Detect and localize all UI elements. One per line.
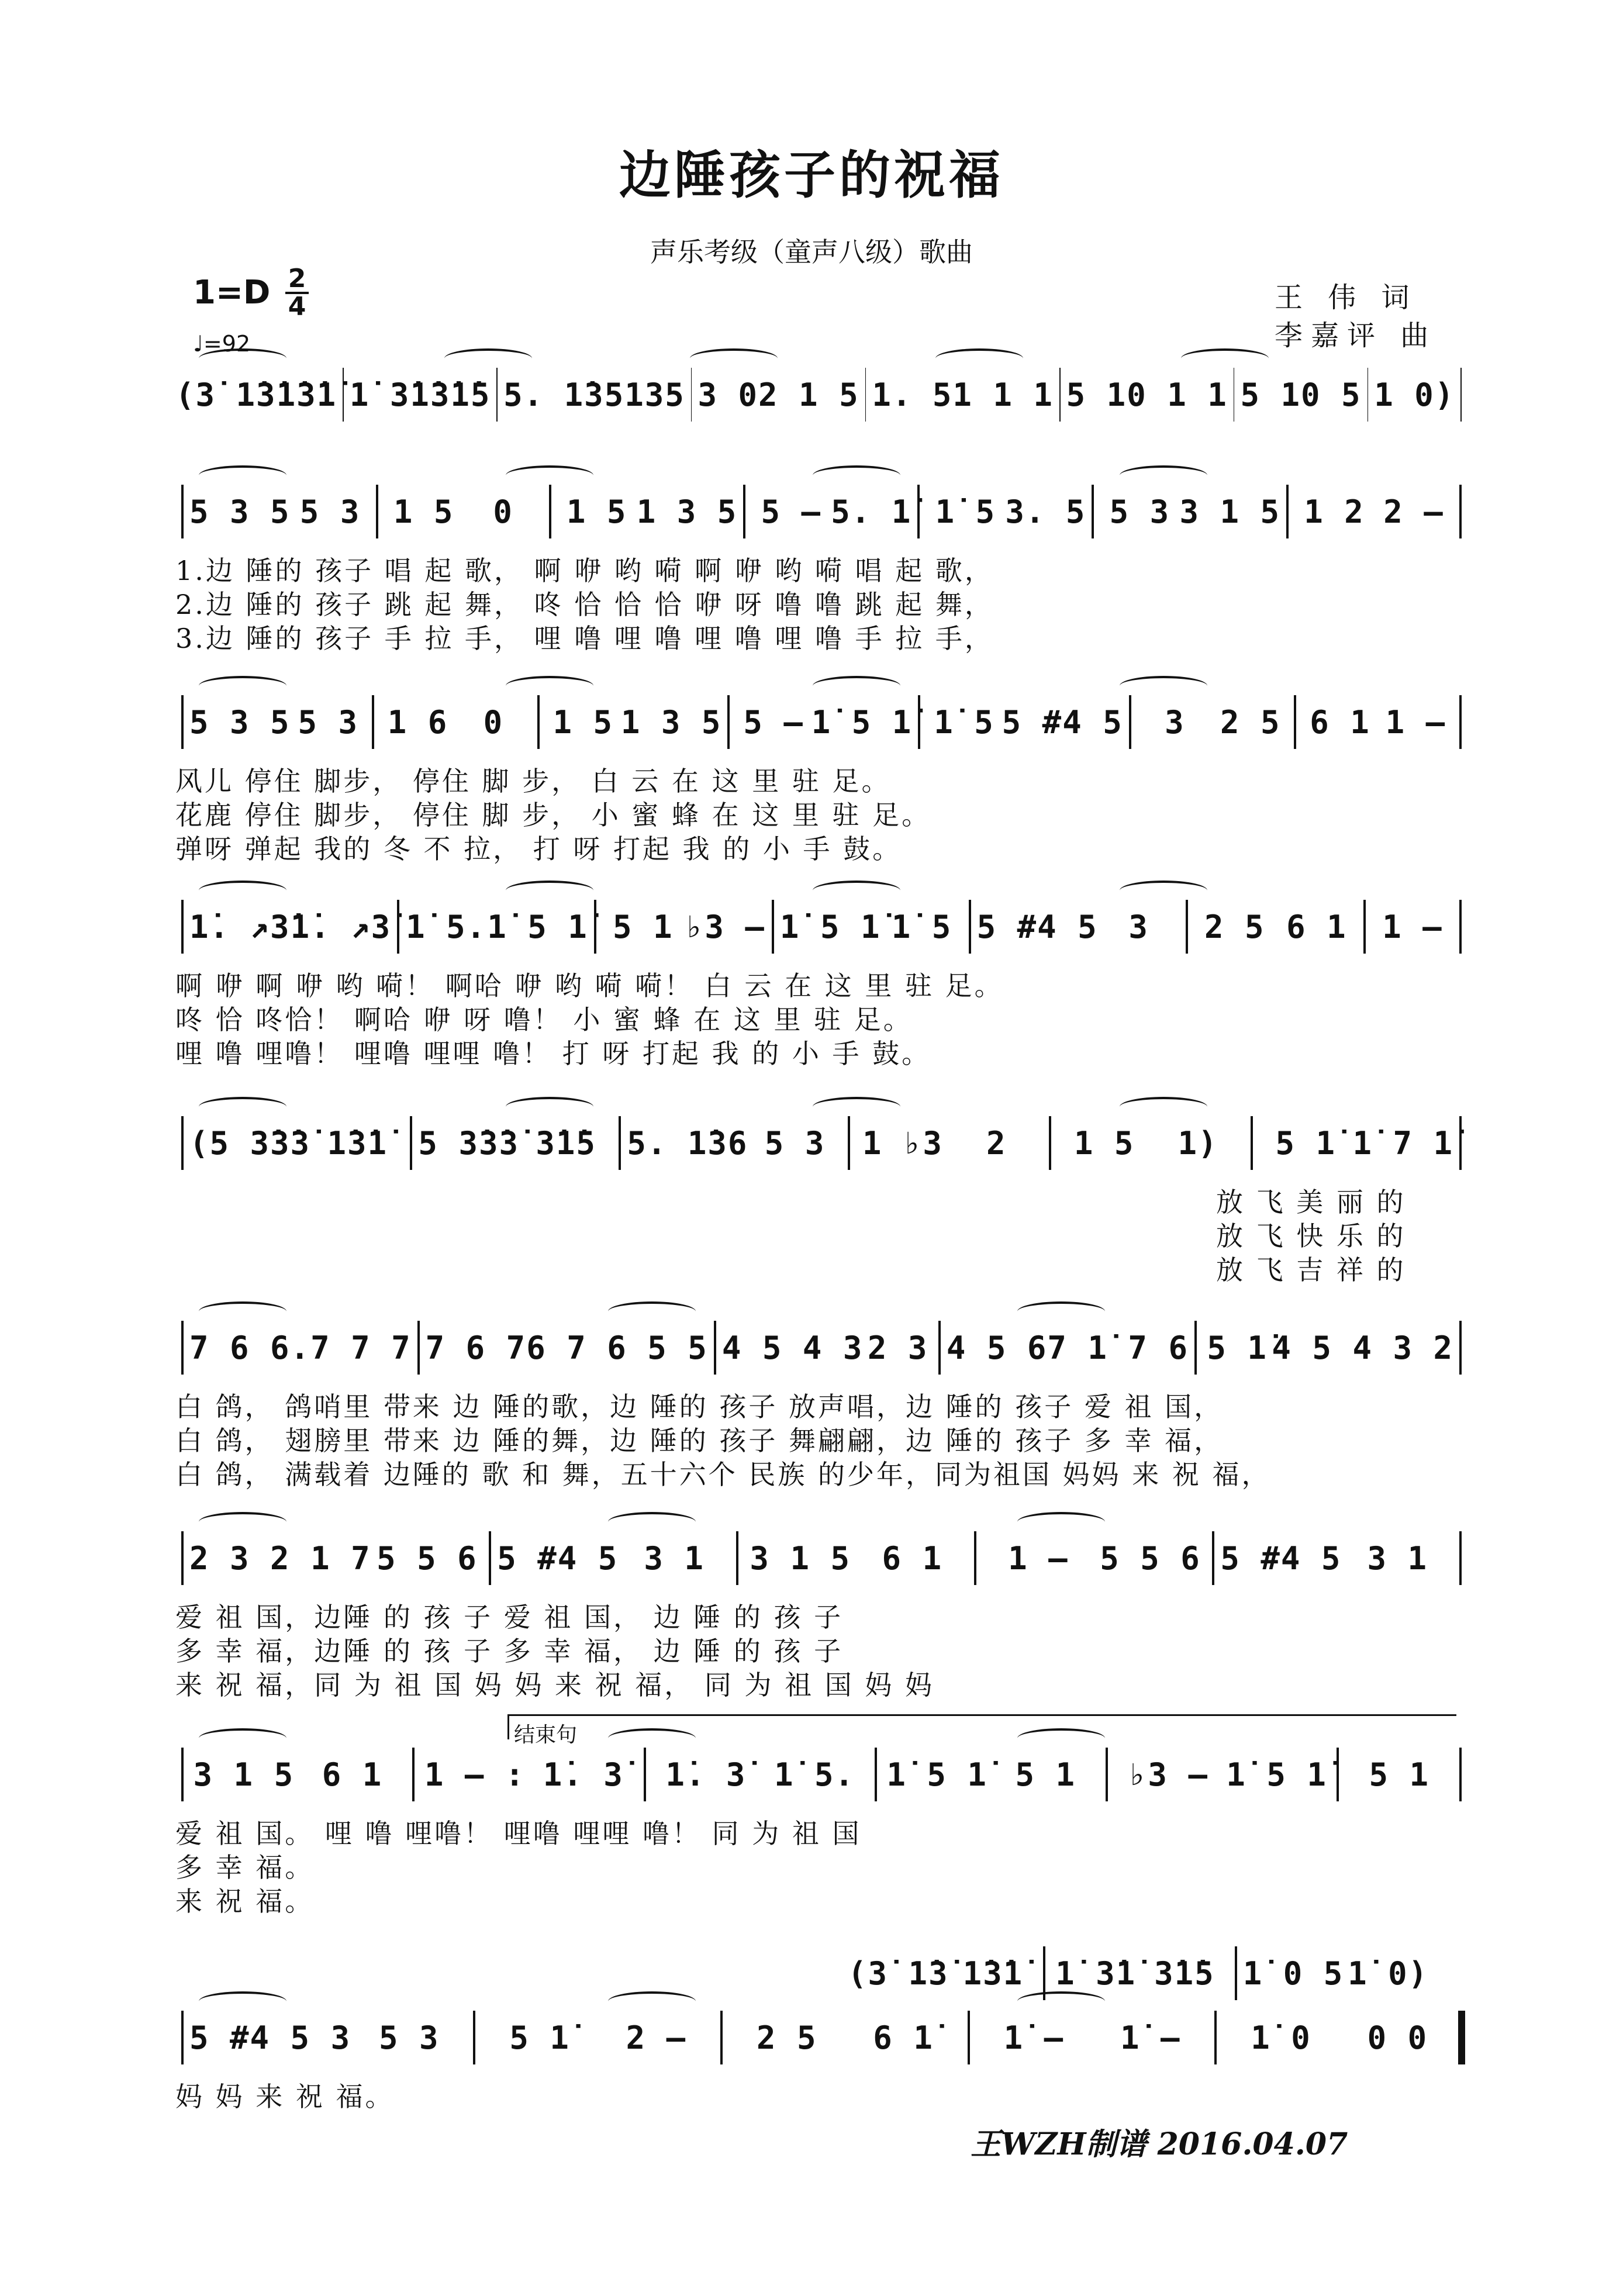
- barline: [1294, 695, 1296, 749]
- measure: 0 1 1: [1127, 376, 1228, 413]
- barline: [489, 1531, 491, 1585]
- measure: 0 0: [1367, 2019, 1428, 2056]
- measure: (3̇ 1̇3̇: [848, 1955, 949, 1992]
- time-numerator: 2: [288, 264, 306, 294]
- barline: [1337, 1748, 1339, 1801]
- lyric-line: 白 鸽， 翅膀里 带来 边 陲的舞，边 陲的 孩子 舞翩翩，边 陲的 孩子 多 幸 福，: [175, 1425, 1224, 1456]
- page-title: 边陲孩子的祝福: [619, 144, 1004, 205]
- slur: [199, 465, 286, 485]
- barline: [1286, 485, 1289, 538]
- measure: 1̇ 3̇1̇: [1055, 1955, 1137, 1992]
- measure: 1̇ 5: [934, 703, 994, 741]
- time-signature: [285, 266, 309, 320]
- measure: 1̇ 5 1̇: [487, 908, 588, 945]
- measure: 2 –: [1383, 493, 1444, 530]
- barline: [968, 2011, 970, 2064]
- slur: [199, 1097, 286, 1117]
- barline: [644, 1748, 646, 1801]
- measure: 6 1̇: [873, 2019, 934, 2056]
- slur: [935, 348, 1023, 368]
- measure: 1̇ 0 5: [1242, 1955, 1344, 1992]
- slur: [1181, 348, 1269, 368]
- notation-line: [175, 1532, 1467, 1584]
- barline: [412, 1748, 415, 1801]
- slur: [199, 348, 286, 368]
- slur: [506, 881, 593, 900]
- barline: [1186, 900, 1188, 954]
- barline: [743, 485, 745, 538]
- measure: 5 –: [761, 493, 822, 530]
- barline: [772, 900, 774, 954]
- barline: [1251, 1116, 1253, 1170]
- barline: [417, 1321, 420, 1375]
- lyric-line: 爱 祖 国。 哩 噜 哩噜！ 哩噜 哩哩 噜！ 同 为 祖 国: [175, 1818, 862, 1849]
- barline: [974, 1531, 976, 1585]
- lyric-line: 哩 噜 哩噜！ 哩噜 哩哩 噜！ 打 呀 打起 我 的 小 手 鼓。: [175, 1038, 931, 1069]
- measure: 1 5: [566, 493, 627, 530]
- measure: 1): [1177, 1124, 1218, 1162]
- lyric-line: 来 祝 福。: [175, 1886, 315, 1917]
- measure: 3 1: [1367, 1539, 1428, 1577]
- barline: [473, 2011, 475, 2064]
- measure: 5. 1̇36: [627, 1124, 748, 1162]
- measure: 6 1: [322, 1756, 383, 1793]
- barline: [1460, 368, 1462, 422]
- slur: [1120, 465, 1207, 485]
- measure: 6 1: [882, 1539, 943, 1577]
- measure: 5 5 6: [1100, 1539, 1201, 1577]
- lyric-line: 3.边 陲的 孩子 手 拉 手， 哩 噜 哩 噜 哩 噜 哩 噜 手 拉 手，: [175, 623, 994, 654]
- measure: 5 3 5: [189, 493, 291, 530]
- barline: [1459, 1531, 1462, 1585]
- slur: [199, 1512, 286, 1532]
- measure: 3 1 5: [1179, 493, 1280, 530]
- measure: 3̇1̇5: [430, 376, 491, 413]
- slur: [813, 1097, 900, 1117]
- footer-credit: 王WZH制谱 2016.04.07: [971, 2126, 1348, 2162]
- measure: 1̇ 5.: [774, 1756, 855, 1793]
- measure: 3: [1165, 703, 1185, 741]
- lyric-line: 爱 祖 国，边陲 的 孩 子 爱 祖 国， 边 陲 的 孩 子: [175, 1601, 844, 1633]
- measure: 1̇ 5: [891, 908, 952, 945]
- lyricist: 王 伟 词: [1275, 281, 1418, 314]
- barline: [720, 2011, 723, 2064]
- measure: 1̇. ↗3̇: [290, 908, 392, 945]
- measure: 5 1: [1369, 1756, 1429, 1793]
- measure: 2 1 5: [758, 376, 859, 413]
- slur: [199, 1728, 286, 1748]
- lyric-line: 1.边 陲的 孩子 唱 起 歌， 啊 咿 哟 嗬 啊 咿 哟 嗬 唱 起 歌，: [175, 555, 994, 586]
- slur: [506, 676, 593, 696]
- key-signature: 1=D: [193, 274, 271, 312]
- upper-staff: [848, 1947, 1432, 2000]
- measure: 5 1: [1015, 1756, 1076, 1793]
- measure: 1. 5: [872, 376, 953, 413]
- notation-line: [175, 1321, 1467, 1374]
- measure: 2: [986, 1124, 1007, 1162]
- measure: 3. 5: [1005, 493, 1086, 530]
- barline: [1234, 368, 1235, 422]
- slur: [1017, 1991, 1105, 2011]
- measure: 6 7 6 5 5: [526, 1329, 708, 1366]
- measure: 5 #4 5 3: [189, 2019, 351, 2056]
- slur: [199, 1301, 286, 1321]
- barline: [1459, 485, 1462, 538]
- barline: [1459, 695, 1462, 749]
- measure: 1̇. 3̇: [543, 1756, 624, 1793]
- measure: 5 1: [613, 908, 674, 945]
- lyric-line: 咚 恰 咚恰！ 啊哈 咿 呀 噜！ 小 蜜 蜂 在 这 里 驻 足。: [175, 1004, 913, 1035]
- barline: [1368, 368, 1369, 422]
- measure: 3̇1̇5: [536, 1124, 596, 1162]
- notation-line: [175, 2011, 1467, 2064]
- measure: 1 –: [1008, 1539, 1069, 1577]
- barline: [736, 1531, 738, 1585]
- slur: [199, 1991, 286, 2011]
- barline: [875, 1748, 877, 1801]
- lyric-line: 妈 妈 来 祝 福。: [175, 2081, 395, 2112]
- measure: 1̇ 7 1̇: [1352, 1124, 1454, 1162]
- ending-bracket: [507, 1714, 1456, 1747]
- notation-line: [175, 485, 1467, 538]
- barline: [1129, 695, 1131, 749]
- slur: [506, 465, 593, 485]
- measure: 1 0): [1374, 376, 1455, 413]
- measure: 5 5 6: [377, 1539, 478, 1577]
- measure: 1̇ 5: [935, 493, 996, 530]
- measure: 7 7 7: [310, 1329, 412, 1366]
- barline: [918, 695, 920, 749]
- slur: [608, 1512, 696, 1532]
- measure: 1̇ 5 1̇: [779, 908, 881, 945]
- measure: 1̇ –: [1120, 2019, 1181, 2056]
- barline: [1235, 1946, 1237, 2000]
- measure: 3 1: [644, 1539, 705, 1577]
- slur: [506, 1097, 593, 1117]
- barline: [1459, 1116, 1462, 1170]
- measure: 1 –: [1385, 703, 1446, 741]
- measure: 5 1: [1240, 376, 1301, 413]
- measure: 1̇ 5 1̇: [1226, 1756, 1327, 1793]
- measure: 5. 1̇35: [503, 376, 625, 413]
- lyric-line: 白 鸽， 鸽哨里 带来 边 陲的歌，边 陲的 孩子 放声唱，边 陲的 孩子 爱 祖 国，: [175, 1391, 1224, 1423]
- slur: [608, 1301, 696, 1321]
- measure: (5 3̇3̇3̇: [189, 1124, 311, 1162]
- notation-line: [175, 900, 1467, 953]
- barline: [1363, 900, 1366, 954]
- measure: 3̇1̇5: [1154, 1955, 1215, 1992]
- barline: [181, 485, 184, 538]
- lyric-line: 风儿 停住 脚步， 停住 脚 步， 白 云 在 这 里 驻 足。: [175, 765, 891, 797]
- measure: 0: [493, 493, 513, 530]
- measure: 2 3: [867, 1329, 928, 1366]
- lyric-line: 放 飞 美 丽 的: [1216, 1186, 1406, 1218]
- measure: (3̇ 1̇3̇: [175, 376, 277, 413]
- slur: [1017, 1301, 1105, 1321]
- barline: [917, 485, 920, 538]
- measure: 1 5: [552, 703, 613, 741]
- notation-line: [175, 1748, 1467, 1801]
- barline: [1459, 900, 1462, 954]
- lyric-line: 弹呀 弹起 我的 冬 不 拉， 打 呀 打起 我 的 小 手 鼓。: [175, 833, 902, 865]
- slur: [1017, 1512, 1105, 1532]
- measure: 4 5 4 3: [721, 1329, 864, 1366]
- measure: 1̇3̇1̇: [276, 376, 337, 413]
- measure: 1 ♭3: [862, 1124, 943, 1162]
- barline: [537, 695, 540, 749]
- measure: 1̇3̇1̇: [327, 1124, 388, 1162]
- measure: 5 1̇: [1275, 1124, 1337, 1162]
- barline: [1092, 485, 1094, 538]
- measure: 7 1̇ 7 6: [1047, 1329, 1189, 1366]
- measure: 1̇ 3̇1̇: [349, 376, 430, 413]
- measure: 1̇ 0): [1348, 1955, 1429, 1992]
- measure: 5 #4 5: [497, 1539, 619, 1577]
- lyric-line: 来 祝 福，同 为 祖 国 妈 妈 来 祝 福， 同 为 祖 国 妈 妈: [175, 1669, 934, 1701]
- barline: [181, 695, 184, 749]
- lyric-line: 多 幸 福，边陲 的 孩 子 多 幸 福， 边 陲 的 孩 子: [175, 1635, 844, 1667]
- barline: [1049, 1116, 1051, 1170]
- slur: [199, 881, 286, 900]
- page-subtitle: 声乐考级（童声八级）歌曲: [650, 236, 973, 268]
- slur: [1120, 676, 1207, 696]
- barline: [181, 1748, 184, 1801]
- measure: 2 5: [1204, 908, 1265, 945]
- measure: 5 3: [299, 493, 361, 530]
- measure: 1̇ –: [1003, 2019, 1065, 2056]
- slur: [813, 465, 900, 485]
- measure: 3: [1128, 908, 1149, 945]
- barline: [181, 1116, 184, 1170]
- barline: [376, 485, 378, 538]
- measure: 5 1̇: [509, 2019, 570, 2056]
- measure: 2 5: [1220, 703, 1281, 741]
- time-denominator: 4: [285, 292, 309, 320]
- measure: 3 1 5: [193, 1756, 295, 1793]
- barline: [1214, 2011, 1217, 2064]
- barline: [619, 1116, 621, 1170]
- measure: 1̇3̇1̇: [962, 1955, 1024, 1992]
- measure: 4 5 4 3 2: [1272, 1329, 1454, 1366]
- measure: 1̇ 5 1̇: [886, 1756, 987, 1793]
- measure: 0: [483, 703, 504, 741]
- slur: [608, 1991, 696, 2011]
- measure: 4 5 6: [946, 1329, 1048, 1366]
- measure: 2 –: [626, 2019, 687, 2056]
- barline: [714, 1321, 716, 1375]
- barline: [727, 695, 730, 749]
- measure: 1̇ 5 1̇: [811, 703, 913, 741]
- barline: [397, 900, 399, 954]
- ending-label: 结束句: [514, 1723, 578, 1747]
- lyric-line: 多 幸 福。: [175, 1852, 315, 1883]
- lyric-line: 白 鸽， 满载着 边陲的 歌 和 舞，五十六个 民族 的少年，同为祖国 妈妈 来 祝 福，: [175, 1459, 1271, 1490]
- slur: [690, 348, 778, 368]
- barline: [1458, 2011, 1465, 2064]
- barline: [848, 1116, 850, 1170]
- barline: [1459, 1748, 1462, 1801]
- measure: ♭3 –: [684, 908, 765, 945]
- slur: [444, 348, 532, 368]
- barline: [938, 1321, 941, 1375]
- measure: 1̇. 3̇: [665, 1756, 747, 1793]
- measure: 6 1: [1310, 703, 1370, 741]
- measure: 5 1̇: [1207, 1329, 1268, 1366]
- measure: 5 #4 5: [976, 908, 1098, 945]
- measure: 1̇ 5.: [406, 908, 487, 945]
- measure: 2 3 2 1 7: [189, 1539, 371, 1577]
- notation-line: [175, 368, 1467, 421]
- lyric-line: 啊 咿 啊 咿 哟 嗬！ 啊哈 咿 哟 嗬 嗬！ 白 云 在 这 里 驻 足。: [175, 970, 1004, 1002]
- measure: 1̇. ↗3̇: [189, 908, 291, 945]
- measure: 1 – :: [424, 1756, 526, 1793]
- measure: 1 2: [1304, 493, 1365, 530]
- measure: 5. 1̇: [831, 493, 912, 530]
- measure: 5 #4 5: [1220, 1539, 1342, 1577]
- barline: [372, 695, 374, 749]
- barline: [1194, 1321, 1197, 1375]
- measure: 6 1: [1286, 908, 1347, 945]
- measure: 7 6 6.: [189, 1329, 311, 1366]
- barline: [1059, 368, 1061, 422]
- barline: [181, 900, 184, 954]
- barline: [1459, 1321, 1462, 1375]
- barline: [181, 2011, 184, 2064]
- barline: [410, 1116, 412, 1170]
- measure: 5 3̇3̇3̇: [418, 1124, 519, 1162]
- measure: 5 –: [743, 703, 804, 741]
- composer: 李嘉评 曲: [1275, 319, 1437, 352]
- lyric-line: 花鹿 停住 脚步， 停住 脚 步， 小 蜜 蜂 在 这 里 驻 足。: [175, 799, 931, 831]
- measure: 5 3: [378, 2019, 440, 2056]
- slur: [1120, 881, 1207, 900]
- measure: 1 6: [387, 703, 448, 741]
- measure: 7 6 7: [425, 1329, 527, 1366]
- measure: 1 –: [1382, 908, 1443, 945]
- measure: 1 3 5: [620, 703, 722, 741]
- barline: [181, 1321, 184, 1375]
- barline: [181, 1531, 184, 1585]
- barline: [1106, 1748, 1108, 1801]
- measure: 3 1 5: [750, 1539, 851, 1577]
- measure: ♭3 –: [1127, 1756, 1208, 1793]
- measure: 5 #4 5: [1002, 703, 1123, 741]
- slur: [813, 881, 900, 900]
- measure: 5 3: [1109, 493, 1170, 530]
- measure: 3 0: [697, 376, 759, 413]
- barline: [691, 368, 692, 422]
- tempo-marking: ♩=92: [193, 331, 251, 357]
- measure: 5 3: [298, 703, 358, 741]
- lyric-line: 2.边 陲的 孩子 跳 起 舞， 咚 恰 恰 恰 咿 呀 噜 噜 跳 起 舞，: [175, 589, 994, 620]
- measure: 5 3: [764, 1124, 826, 1162]
- measure: 1 5: [393, 493, 454, 530]
- measure: 5 3 5: [189, 703, 291, 741]
- measure: 5 1: [1066, 376, 1127, 413]
- measure: 135: [624, 376, 685, 413]
- barline: [594, 900, 596, 954]
- measure: 1 3 5: [636, 493, 738, 530]
- measure: 1 1 1: [952, 376, 1054, 413]
- notation-line: [175, 696, 1467, 748]
- slur: [813, 676, 900, 696]
- slur: [1120, 1097, 1207, 1117]
- lyric-line: 放 飞 快 乐 的: [1216, 1220, 1406, 1252]
- barline: [343, 368, 344, 422]
- measure: 1̇ 0: [1251, 2019, 1311, 2056]
- measure: 1 5: [1073, 1124, 1135, 1162]
- barline: [969, 900, 971, 954]
- barline: [865, 368, 866, 422]
- barline: [549, 485, 551, 538]
- notation-line: [175, 1117, 1467, 1169]
- lyric-line: 放 飞 吉 祥 的: [1216, 1254, 1406, 1286]
- measure: 2 5: [756, 2019, 817, 2056]
- slur: [199, 676, 286, 696]
- measure: 0 5: [1301, 376, 1362, 413]
- barline: [1212, 1531, 1214, 1585]
- barline: [496, 368, 498, 422]
